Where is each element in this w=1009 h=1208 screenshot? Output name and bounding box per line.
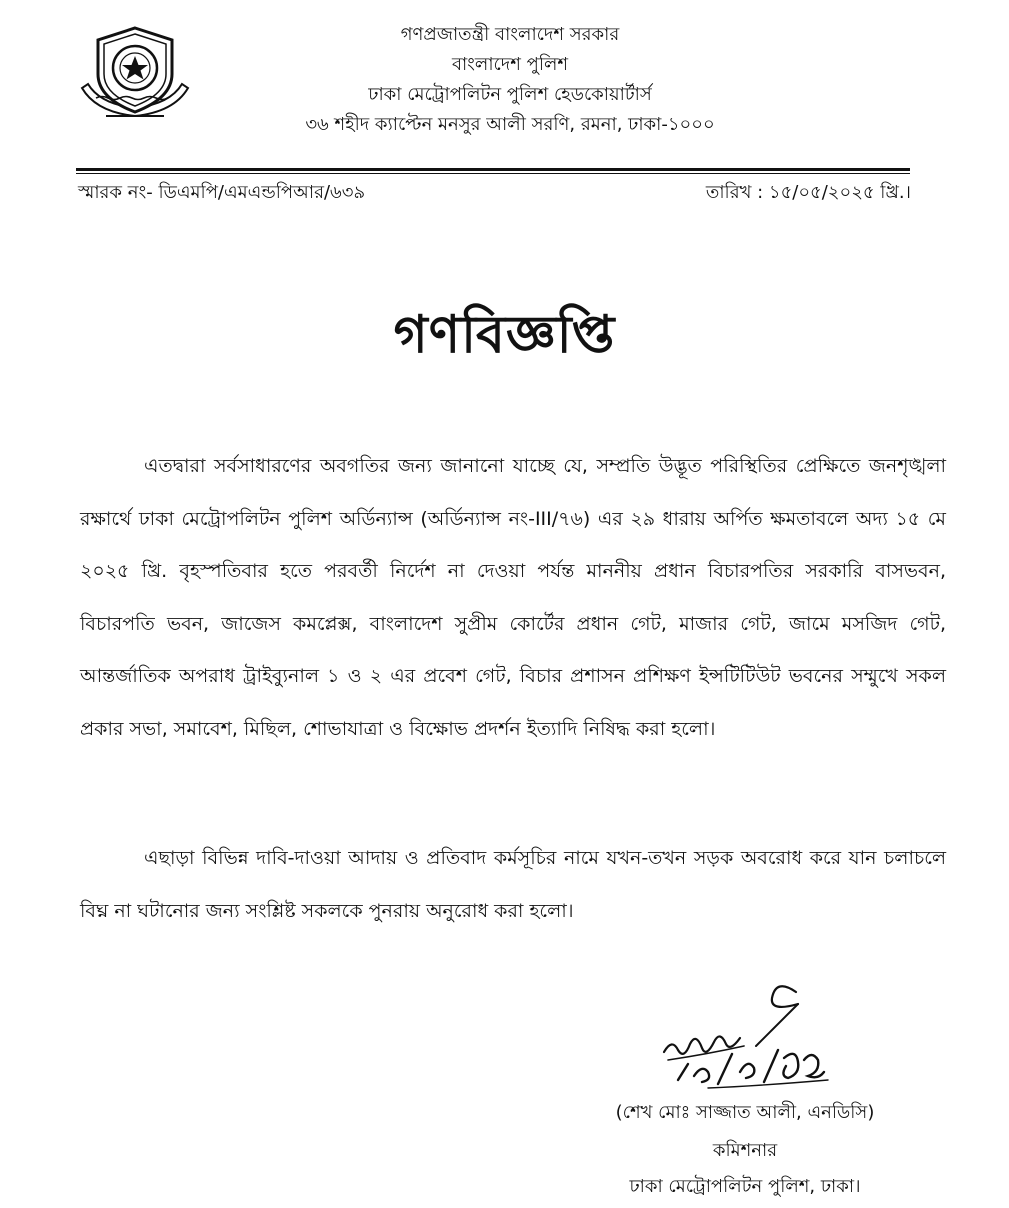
- handwritten-signature: [648, 968, 848, 1093]
- letterhead-department: বাংলাদেশ পুলিশ: [451, 54, 569, 75]
- memo-reference: স্মারক নং- ডিএমপি/এমএন্ডপিআর/৬৩৯: [78, 182, 366, 203]
- memo-date: তারিখ : ১৫/০৫/২০২৫ খ্রি.।: [705, 182, 911, 203]
- police-emblem-icon: [76, 24, 194, 124]
- signatory-name: (শেখ মোঃ সাজ্জাত আলী, এনডিসি): [615, 1102, 875, 1123]
- notice-title: গণবিজ্ঞপ্তি: [393, 304, 616, 365]
- letterhead-office: ঢাকা মেট্রোপলিটন পুলিশ হেডকোয়ার্টার্স: [368, 84, 652, 105]
- header-divider-thin: [76, 173, 910, 174]
- body-paragraph-2: এছাড়া বিভিন্ন দাবি-দাওয়া আদায় ও প্রতিবাদ কর্মসূচির নামে যখন-তখন সড়ক অবরোধ করে যান চলাচলে বিঘ্ন না ঘটানোর জন্য সংশ্লিষ্ট সকলকে পুনরায় অনুরোধ করা হলো।: [80, 847, 946, 922]
- signatory-office: ঢাকা মেট্রোপলিটন পুলিশ, ঢাকা।: [629, 1176, 861, 1197]
- body-paragraph-1: এতদ্বারা সর্বসাধারণের অবগতির জন্য জানানো যাচ্ছে যে, সম্প্রতি উদ্ভূত পরিস্থিতির প্রেক্ষিতে জনশৃঙ্খলা রক্ষার্থে ঢাকা মেট্রোপলিটন পুলিশ অর্ডিন্যান্স (অর্ডিন্যান্স নং-III/৭৬) এর ২৯ ধারায় অর্পিত ক্ষমতাবলে অদ্য ১৫ মে ২০২৫ খ্রি. বৃহস্পতিবার হতে পরবর্তী নির্দেশ না দেওয়া পর্যন্ত মাননীয় প্রধান বিচারপতির সরকারি বাসভবন, বিচারপতি ভবন, জাজেস কমপ্লেক্স, বাংলাদেশ সুপ্রীম কোর্টের প্রধান গেট, মাজার গেট, জামে মসজিদ গেট, আন্তর্জাতিক অপরাধ ট্রাইব্যুনাল ১ ও ২ এর প্রবেশ গেট, বিচার প্রশাসন প্রশিক্ষণ ইন্সটিটিউট ভবনের সম্মুখে সকল প্রকার সভা, সমাবেশ, মিছিল, শোভাযাত্রা ও বিক্ষোভ প্রদর্শন ইত্যাদি নিষিদ্ধ করা হলো।: [80, 455, 946, 740]
- letterhead: [220, 20, 800, 140]
- header-divider: [76, 168, 910, 171]
- letterhead-government: গণপ্রজাতন্ত্রী বাংলাদেশ সরকার: [400, 24, 620, 45]
- letterhead-address: ৩৬ শহীদ ক্যাপ্টেন মনসুর আলী সরণি, রমনা, ঢাকা-১০০০: [305, 114, 715, 135]
- signatory-designation: কমিশনার: [712, 1140, 778, 1161]
